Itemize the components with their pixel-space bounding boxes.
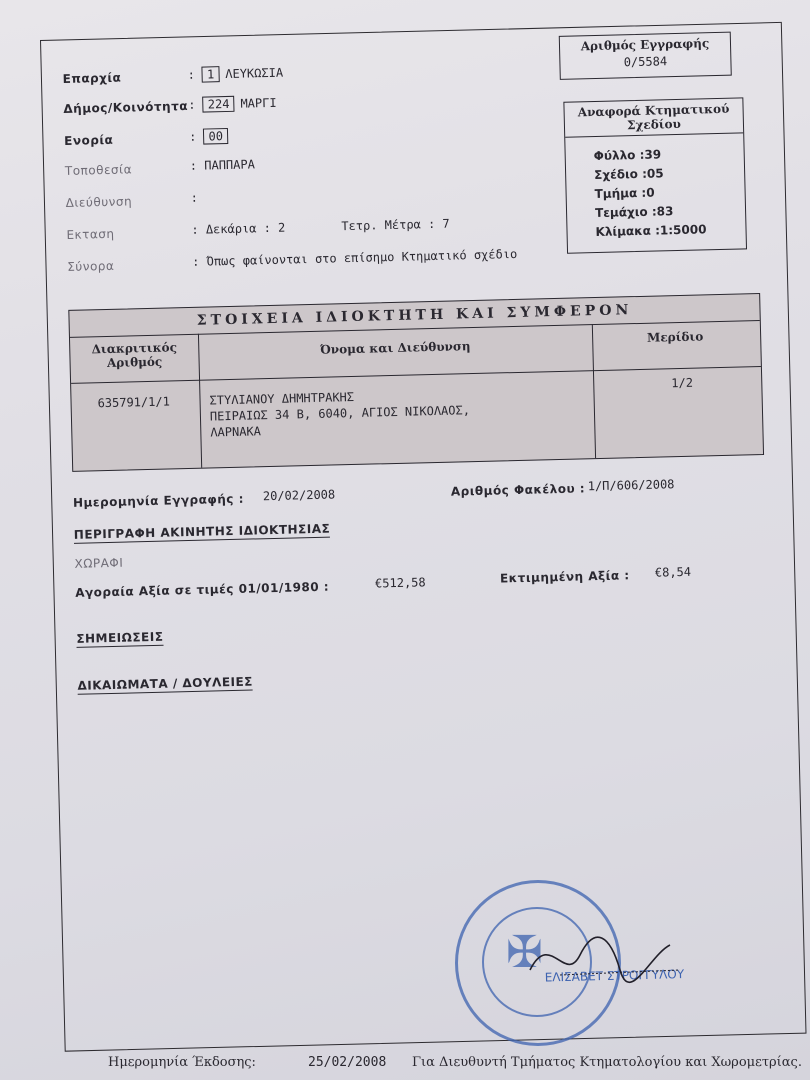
district-field: : 1 ΛΕΥΚΩΣΙΑ (187, 65, 284, 82)
parish-label: Ενορία (64, 132, 114, 148)
owner-table (68, 293, 764, 472)
file-number-value: 1/Π/606/2008 (587, 477, 675, 494)
plan-reference-value: :1:5000 (654, 222, 707, 238)
signature-scribble (520, 925, 690, 995)
owner-address: ΠΕΙΡΑΙΩΣ 34 Β, 6040, ΑΓΙΟΣ ΝΙΚΟΛΑΟΣ, (209, 403, 471, 424)
bounds-label: Σύνορα (67, 258, 115, 274)
col-header-share: Μερίδιο (646, 329, 704, 345)
district-code: 1 (202, 66, 220, 82)
market-value-label: Αγοραία Αξία σε τιμές 01/01/1980 : (75, 579, 330, 600)
registration-number: 0/5584 (623, 54, 668, 70)
owner-name: ΣΤΥΛΙΑΝΟΥ ΔΗΜΗΤΡΑΚΗΣ (209, 389, 355, 408)
municipality-field: : 224 ΜΑΡΓΙ (188, 95, 277, 112)
bounds-field: : Όπως φαίνονται στο επίσημο Κτηματικό σχέδιο (191, 246, 518, 269)
owner-share: 1/2 (671, 375, 694, 391)
notes-heading: ΣΗΜΕΙΩΣΕΙΣ (76, 629, 164, 646)
district-name: ΛΕΥΚΩΣΙΑ (225, 65, 284, 82)
file-number-label: Αριθμός Φακέλου : (450, 481, 586, 499)
issuer-line: Για Διευθυντή Τμήματος Κτηματολογίου και Χωρομετρίας. (412, 1055, 802, 1070)
signer-name: ΕΛΙΣΑΒΕΤ ΣΤΡΟΓΓΥΛΟΥ (544, 967, 685, 985)
registration-box (559, 32, 732, 80)
market-value: €512,58 (374, 575, 426, 591)
area-label: Εκταση (66, 226, 115, 242)
address-label: Διεύθυνση (65, 194, 133, 210)
plan-reference-label: Τεμάχιο (594, 204, 653, 221)
plan-reference-value: :83 (651, 204, 674, 219)
locality-value: ΠΑΠΠΑΡΑ (204, 157, 256, 173)
description-heading: ΠΕΡΙΓΡΑΦΗ ΑΚΙΝΗΤΗΣ ΙΔΙΟΚΤΗΣΙΑΣ (73, 521, 331, 542)
header-divider (71, 366, 761, 384)
issue-date: 25/02/2008 (308, 1055, 387, 1070)
plan-reference-value: :05 (641, 166, 664, 181)
plan-reference-label: Σχέδιο (593, 166, 643, 183)
reg-date-value: 20/02/2008 (262, 487, 336, 504)
coat-of-arms-icon: ✠ (506, 927, 543, 978)
plan-reference-row (595, 219, 745, 242)
rights-heading: ΔΙΚΑΙΩΜΑΤΑ / ΔΟΥΛΕΙΕΣ (77, 674, 254, 693)
plan-reference-value: :0 (641, 185, 655, 200)
estimated-value: €8,54 (654, 564, 692, 580)
description-value: ΧΩΡΑΦΙ (74, 555, 124, 571)
parish-code: 00 (203, 128, 228, 145)
plan-reference-rows (565, 133, 746, 242)
bounds-value: Όπως φαίνονται στο επίσημο Κτηματικό σχέδιο (206, 246, 518, 269)
area-decares: Δεκάρια : 2 (205, 220, 286, 237)
municipality-label: Δήμος/Κοινότητα (63, 98, 189, 116)
estimated-value-label: Εκτιμημένη Αξία : (499, 568, 630, 586)
plan-reference-label: Κλίμακα (595, 223, 656, 240)
plan-reference-label: Φύλλο (593, 147, 640, 164)
reg-date-label: Ημερομηνία Εγγραφής : (72, 491, 245, 510)
owner-table-title: ΣΤΟΙΧΕΙΑ ΙΔΙΟΚΤΗΤΗ ΚΑΙ ΣΥΜΦΕΡΟΝ (69, 294, 759, 338)
col-header-name: Όνομα και Διεύθυνση (319, 339, 471, 357)
municipality-code: 224 (203, 96, 235, 113)
owner-city: ΛΑΡΝΑΚΑ (210, 424, 262, 440)
address-field: : (190, 190, 199, 205)
plan-reference-title: Αναφορά Κτηματικού Σχεδίου (564, 98, 743, 137)
plan-reference-value: :39 (639, 147, 662, 162)
municipality-name: ΜΑΡΓΙ (240, 95, 277, 111)
district-label: Επαρχία (62, 70, 122, 86)
issue-date-label: Ημερομηνία Έκδοσης: (108, 1055, 256, 1070)
registration-title: Αριθμός Εγγραφής (580, 36, 710, 54)
area-field: : Δεκάρια : 2 (191, 220, 286, 237)
locality-field: : ΠΑΠΠΑΡΑ (189, 157, 256, 173)
col-header-id: Διακριτικός Αριθμός (91, 340, 178, 370)
parish-field: : 00 (189, 128, 234, 145)
locality-label: Τοποθεσία (64, 162, 133, 178)
plan-reference-label: Τμήμα (594, 185, 642, 202)
owner-id: 635791/1/1 (97, 394, 170, 411)
area-sqm: Τετρ. Μέτρα : 7 (341, 216, 450, 234)
plan-reference-box (563, 97, 747, 253)
